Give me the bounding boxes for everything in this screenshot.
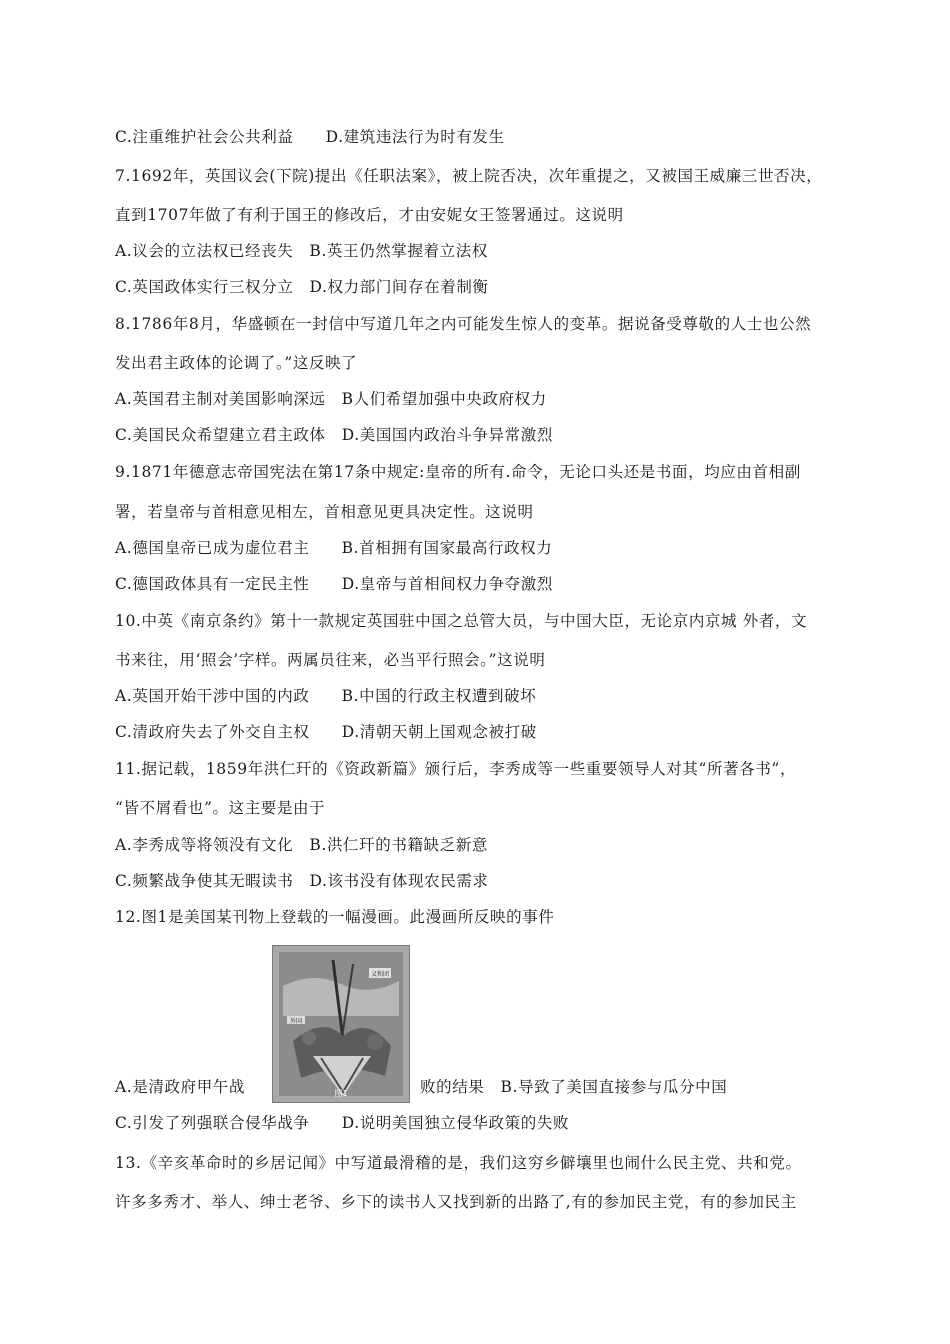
question-12-option-a-right: 败的结果 B.导致了美国直接参与瓜分中国 (420, 1078, 728, 1096)
question-8-options-cd: C.美国民众希望建立君主政体 D.美国国内政治斗争异常激烈 (115, 426, 553, 444)
text-line: 书来往，用‘照会’字样。两属员往来，必当平行照会。”这说明 (115, 651, 546, 669)
question-9-options-cd: C.德国政体具有一定民主性 D.皇帝与首相间权力争夺激烈 (115, 575, 553, 593)
text-line: 发出君主政体的论调了。”这反映了 (115, 354, 358, 372)
question-11-stem: 11.据记载，1859年洪仁玕的《资政新篇》颁行后，李秀成等一些重要领导人对其“所著各书”， (115, 760, 797, 778)
question-11-options-ab: A.李秀成等将领没有文化 B.洪仁玕的书籍缺乏新意 (115, 836, 488, 854)
text-line: “皆不屑看也”。这主要是由于 (115, 799, 326, 817)
question-7-options-cd: C.英国政体实行三权分立 D.权力部门间存在着制衡 (115, 278, 489, 296)
question-10-options-ab: A.英国开始干涉中国的内政 B.中国的行政主权遭到破坏 (115, 687, 537, 705)
text-line: 署，若皇帝与首相意见相左，首相意见更具决定性。这说明 (115, 503, 534, 521)
question-10-options-cd: C.清政府失去了外交自主权 D.清朝天朝上国观念被打破 (115, 723, 537, 741)
question-8-options-ab: A.英国君主制对美国影响深远 B人们希望加强中央政府权力 (115, 390, 547, 408)
question-10-stem: 10.中英《南京条约》第十一款规定英国驻中国之总管大员，与中国大臣，无论京内京城 外者，文 (115, 612, 808, 630)
question-7-stem: 7.1692年，英国议会(下院)提出《任职法案》，被上院否决，次年重提之，又被国王威廉三世否决， (115, 167, 823, 185)
cartoon-illustration (273, 946, 409, 1102)
question-8-stem: 8.1786年8月，华盛顿在一封信中写道几年之内可能发生惊人的变革。据说备受尊敬的人士也公然 (115, 315, 812, 333)
question-9-options-ab: A.德国皇帝已成为虚位君主 B.首相拥有国家最高行政权力 (115, 539, 553, 557)
question-11-options-cd: C.频繁战争使其无暇读书 D.该书没有体现农民需求 (115, 872, 489, 890)
text-line: C.注重维护社会公共利益 D.建筑违法行为时有发生 (115, 128, 505, 146)
figure-caption: 图1 (334, 1089, 348, 1098)
question-12-options-cd: C.引发了列强联合侵华战争 D.说明美国独立侵华政策的失败 (115, 1114, 570, 1132)
text-line: 直到1707年做了有利于国王的修改后，才由安妮女王签署通过。这说明 (115, 206, 624, 224)
cartoon-label-left: 外国 (289, 1018, 303, 1025)
cartoon-figure-1 (272, 945, 410, 1103)
question-12-option-a-left: A.是清政府甲午战 (115, 1078, 246, 1096)
question-13-stem: 13.《辛亥革命时的乡居记闻》中写道最滑稽的是，我们这穷乡僻壤里也闹什么民主党、共和党。 (115, 1154, 802, 1172)
text-line: 许多多秀才、举人、绅士老爷、乡下的读书人又找到新的出路了,有的参加民主党，有的参加民主 (115, 1193, 797, 1211)
question-12-stem: 12.图1是美国某刊物上登载的一幅漫画。此漫画所反映的事件 (115, 908, 555, 926)
question-9-stem: 9.1871年德意志帝国宪法在第17条中规定:皇帝的所有.命令，无论口头还是书面，均应由首相副 (115, 463, 801, 481)
question-7-options-ab: A.议会的立法权已经丧失 B.英王仍然掌握着立法权 (115, 242, 488, 260)
cartoon-label-right: 义和团 (370, 971, 390, 978)
